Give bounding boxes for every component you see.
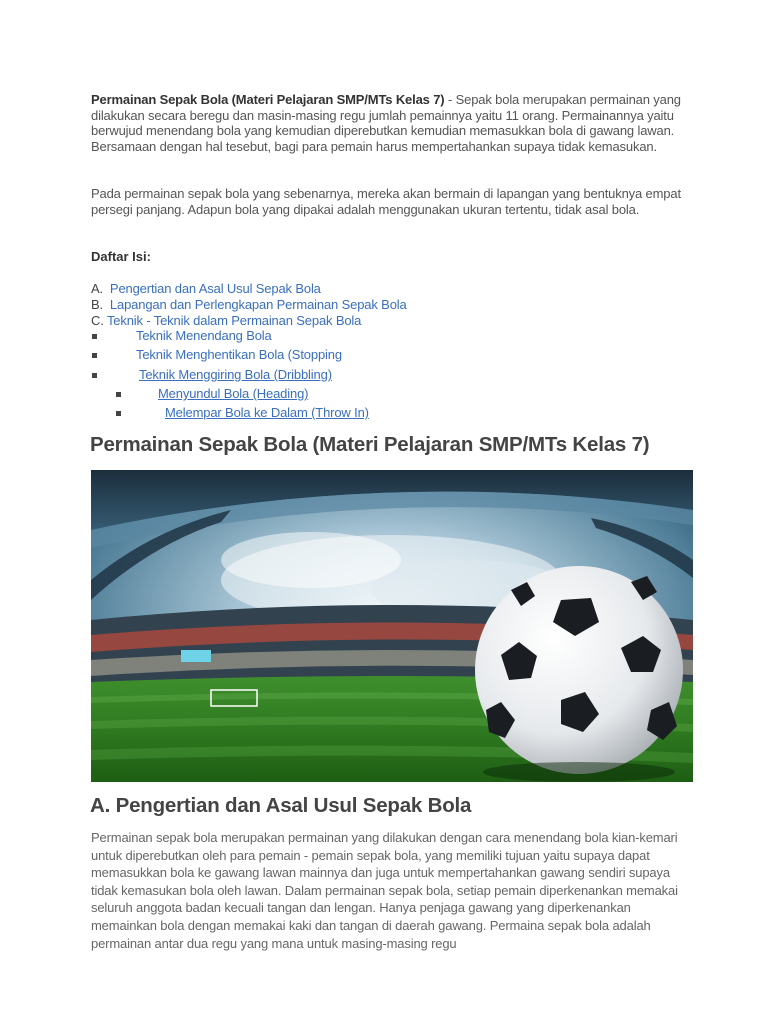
toc-subitem-stopping[interactable]: Teknik Menghentikan Bola (Stopping [136, 347, 342, 362]
page-title: Permainan Sepak Bola (Materi Pelajaran SMP/MTs Kelas 7) [90, 433, 650, 456]
toc-subitem-throw-in[interactable]: Melempar Bola ke Dalam (Throw In) [165, 405, 369, 420]
bullet-icon [116, 392, 121, 397]
toc-subitem-heading[interactable]: Menyundul Bola (Heading) [158, 386, 309, 401]
intro-text: - Sepak bola merupakan permainan yang dilakukan secara beregu dan masin-masing regu jumlah pemainnya yaitu 11 orang. Permainannya yaitu berwujud menendang bola yang kemudian diperebutkan kemudian memasukkan bola di gawang lawan. Bersamaan dengan hal tesebut, bagi para pemain harus mempertahankan supaya tidak kemasukan. [91, 92, 681, 154]
bullet-icon [92, 373, 97, 378]
intro-lead: Permainan Sepak Bola (Materi Pelajaran SMP/MTs Kelas 7) [91, 92, 445, 107]
toc-marker: C. [91, 313, 104, 328]
toc-subitem-kicking[interactable]: Teknik Menendang Bola [136, 328, 272, 343]
toc-link[interactable]: Teknik - Teknik dalam Permainan Sepak Bola [106, 313, 362, 328]
bullet-icon [92, 334, 97, 339]
toc-link[interactable]: Pengertian dan Asal Usul Sepak Bola [109, 281, 321, 296]
section-a-paragraph: Permainan sepak bola merupakan permainan yang dilakukan dengan cara menendang bola kian-kemari untuk diperebutkan oleh para pemain - pemain sepak bola, yang memiliki tujuan yaitu supaya dapat memasukkan bola ke gawang lawan mainnya dan juga untuk mempertahankan gawang sendiri supaya tidak kemasukan bola oleh lawan. Dalam permainan sepak bola, setiap pemain diperkenankan memakai seluruh anggota badan kecuali tangan dan lengan. Hanya penjaga gawang yang diperkenankan memainkan bola dengan memakai kaki dan tangan di daerah gawang. Permaina sepak bola adalah permainan antar dua regu yang mana untuk masing-masing regu [91, 830, 678, 951]
field-paragraph: Pada permainan sepak bola yang sebenarnya, mereka akan bermain di lapangan yang bentuknya empat persegi panjang. Adapun bola yang dipakai adalah menggunakan ukuran tertentu, tidak asal bola. [91, 186, 681, 217]
bullet-icon [92, 353, 97, 358]
toc-marker: A. [91, 281, 103, 296]
toc-heading: Daftar Isi: [91, 249, 151, 264]
bullet-icon [116, 411, 121, 416]
toc-item-b[interactable] [91, 297, 691, 313]
toc-link[interactable]: Lapangan dan Perlengkapan Permainan Sepak Bola [109, 297, 407, 312]
stadium-football-photo [91, 470, 693, 782]
intro-paragraph [91, 92, 681, 154]
toc-item-c[interactable] [91, 313, 691, 329]
toc-subitem-dribbling[interactable]: Teknik Menggiring Bola (Dribbling) [139, 367, 332, 382]
toc-item-a[interactable] [91, 281, 691, 297]
toc-marker: B. [91, 297, 103, 312]
section-heading-a: A. Pengertian dan Asal Usul Sepak Bola [90, 794, 472, 817]
table-of-contents [91, 281, 691, 329]
